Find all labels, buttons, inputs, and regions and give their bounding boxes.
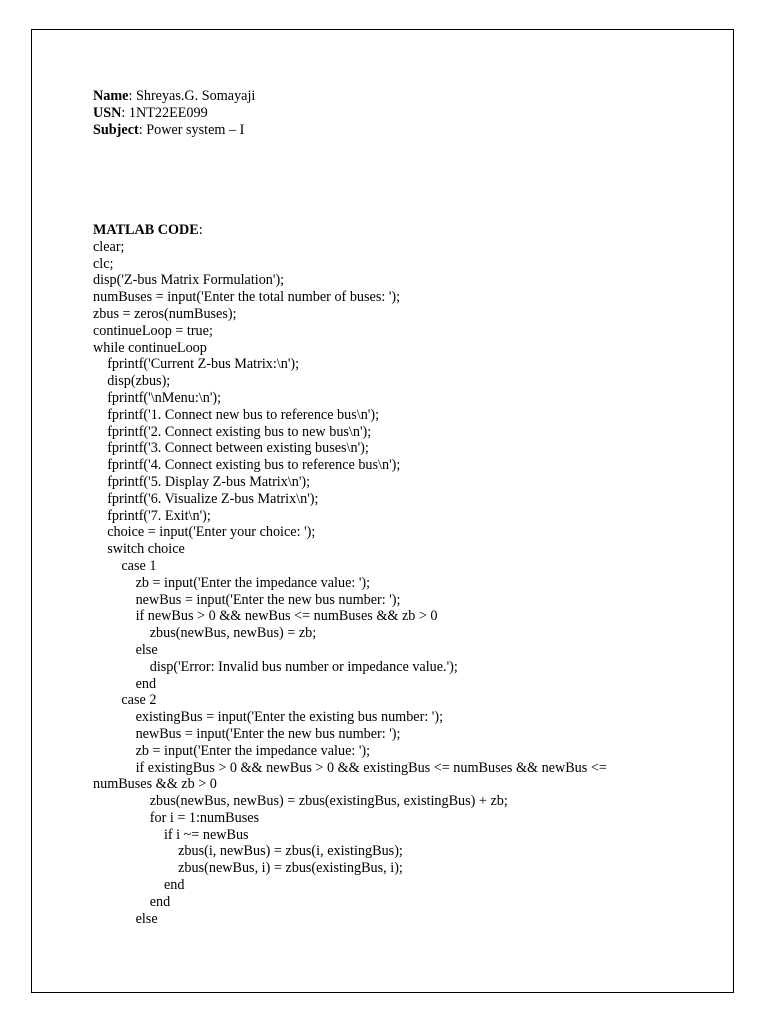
code-line: newBus = input('Enter the new bus number: '); [93,725,401,742]
code-line: clc; [93,255,114,272]
code-line: for i = 1:numBuses [93,809,260,826]
code-line: fprintf('5. Display Z-bus Matrix\n'); [93,473,311,490]
subject-value: : Power system – I [138,121,245,138]
code-line: fprintf('1. Connect new bus to reference bus\n'); [93,406,380,423]
code-line: fprintf('3. Connect between existing buses\n'); [93,440,369,457]
subject-label: Subject [93,121,139,138]
code-line: numBuses = input('Enter the total number of buses: '); [93,289,401,306]
code-line: end [93,877,185,894]
name-label: Name [93,88,129,104]
code-line: else [93,641,158,658]
code-line: case 1 [93,557,157,574]
code-line: if existingBus > 0 && newBus > 0 && existingBus <= numBuses && newBus <= [93,759,607,776]
code-line: disp(zbus); [93,373,171,390]
usn-label: USN [93,104,122,121]
code-line: clear; [93,238,125,255]
code-line: end [93,893,171,910]
code-line: zbus(newBus, newBus) = zbus(existingBus, existingBus) + zb; [93,793,508,810]
code-line: zbus(newBus, i) = zbus(existingBus, i); [93,860,403,877]
code-line: disp('Z-bus Matrix Formulation'); [93,272,285,289]
name-value: : Shreyas.G. Somayaji [128,88,256,104]
code-line: fprintf('2. Connect existing bus to new bus\n'); [93,423,372,440]
code-line: fprintf('6. Visualize Z-bus Matrix\n'); [93,490,319,507]
code-line: fprintf('\nMenu:\n'); [93,389,222,406]
code-line: zbus(newBus, newBus) = zb; [93,625,317,642]
code-line: zbus(i, newBus) = zbus(i, existingBus); [93,843,403,860]
code-line: newBus = input('Enter the new bus number: '); [93,591,401,608]
code-line: fprintf('4. Connect existing bus to reference bus\n'); [93,457,401,474]
student-info [93,88,668,138]
code-line: fprintf('7. Exit\n'); [93,507,211,524]
code-line: zb = input('Enter the impedance value: '); [93,742,371,759]
code-line: choice = input('Enter your choice: '); [93,524,316,541]
code-line: if newBus > 0 && newBus <= numBuses && zb > 0 [93,608,438,625]
code-line: continueLoop = true; [93,322,213,339]
code-title-suffix: : [198,222,203,238]
code-line: end [93,675,157,692]
code-line: numBuses && zb > 0 [93,776,217,793]
code-line: else [93,910,158,927]
usn-line [93,105,668,122]
code-title: MATLAB CODE [93,222,199,238]
subject-line [93,122,668,139]
code-listing [93,239,668,928]
code-heading [93,222,668,239]
code-line: zbus = zeros(numBuses); [93,305,237,322]
code-line: case 2 [93,692,157,709]
code-line: while continueLoop [93,339,207,356]
code-line: disp('Error: Invalid bus number or impedance value.'); [93,658,458,675]
code-line: if i ~= newBus [93,826,249,843]
code-line: existingBus = input('Enter the existing bus number: '); [93,709,444,726]
matlab-code-section [93,222,668,927]
code-line: zb = input('Enter the impedance value: '); [93,574,371,591]
name-line [93,88,668,105]
usn-value: : 1NT22EE099 [121,104,208,121]
code-line: fprintf('Current Z-bus Matrix:\n'); [93,356,300,373]
code-line: switch choice [93,541,185,558]
